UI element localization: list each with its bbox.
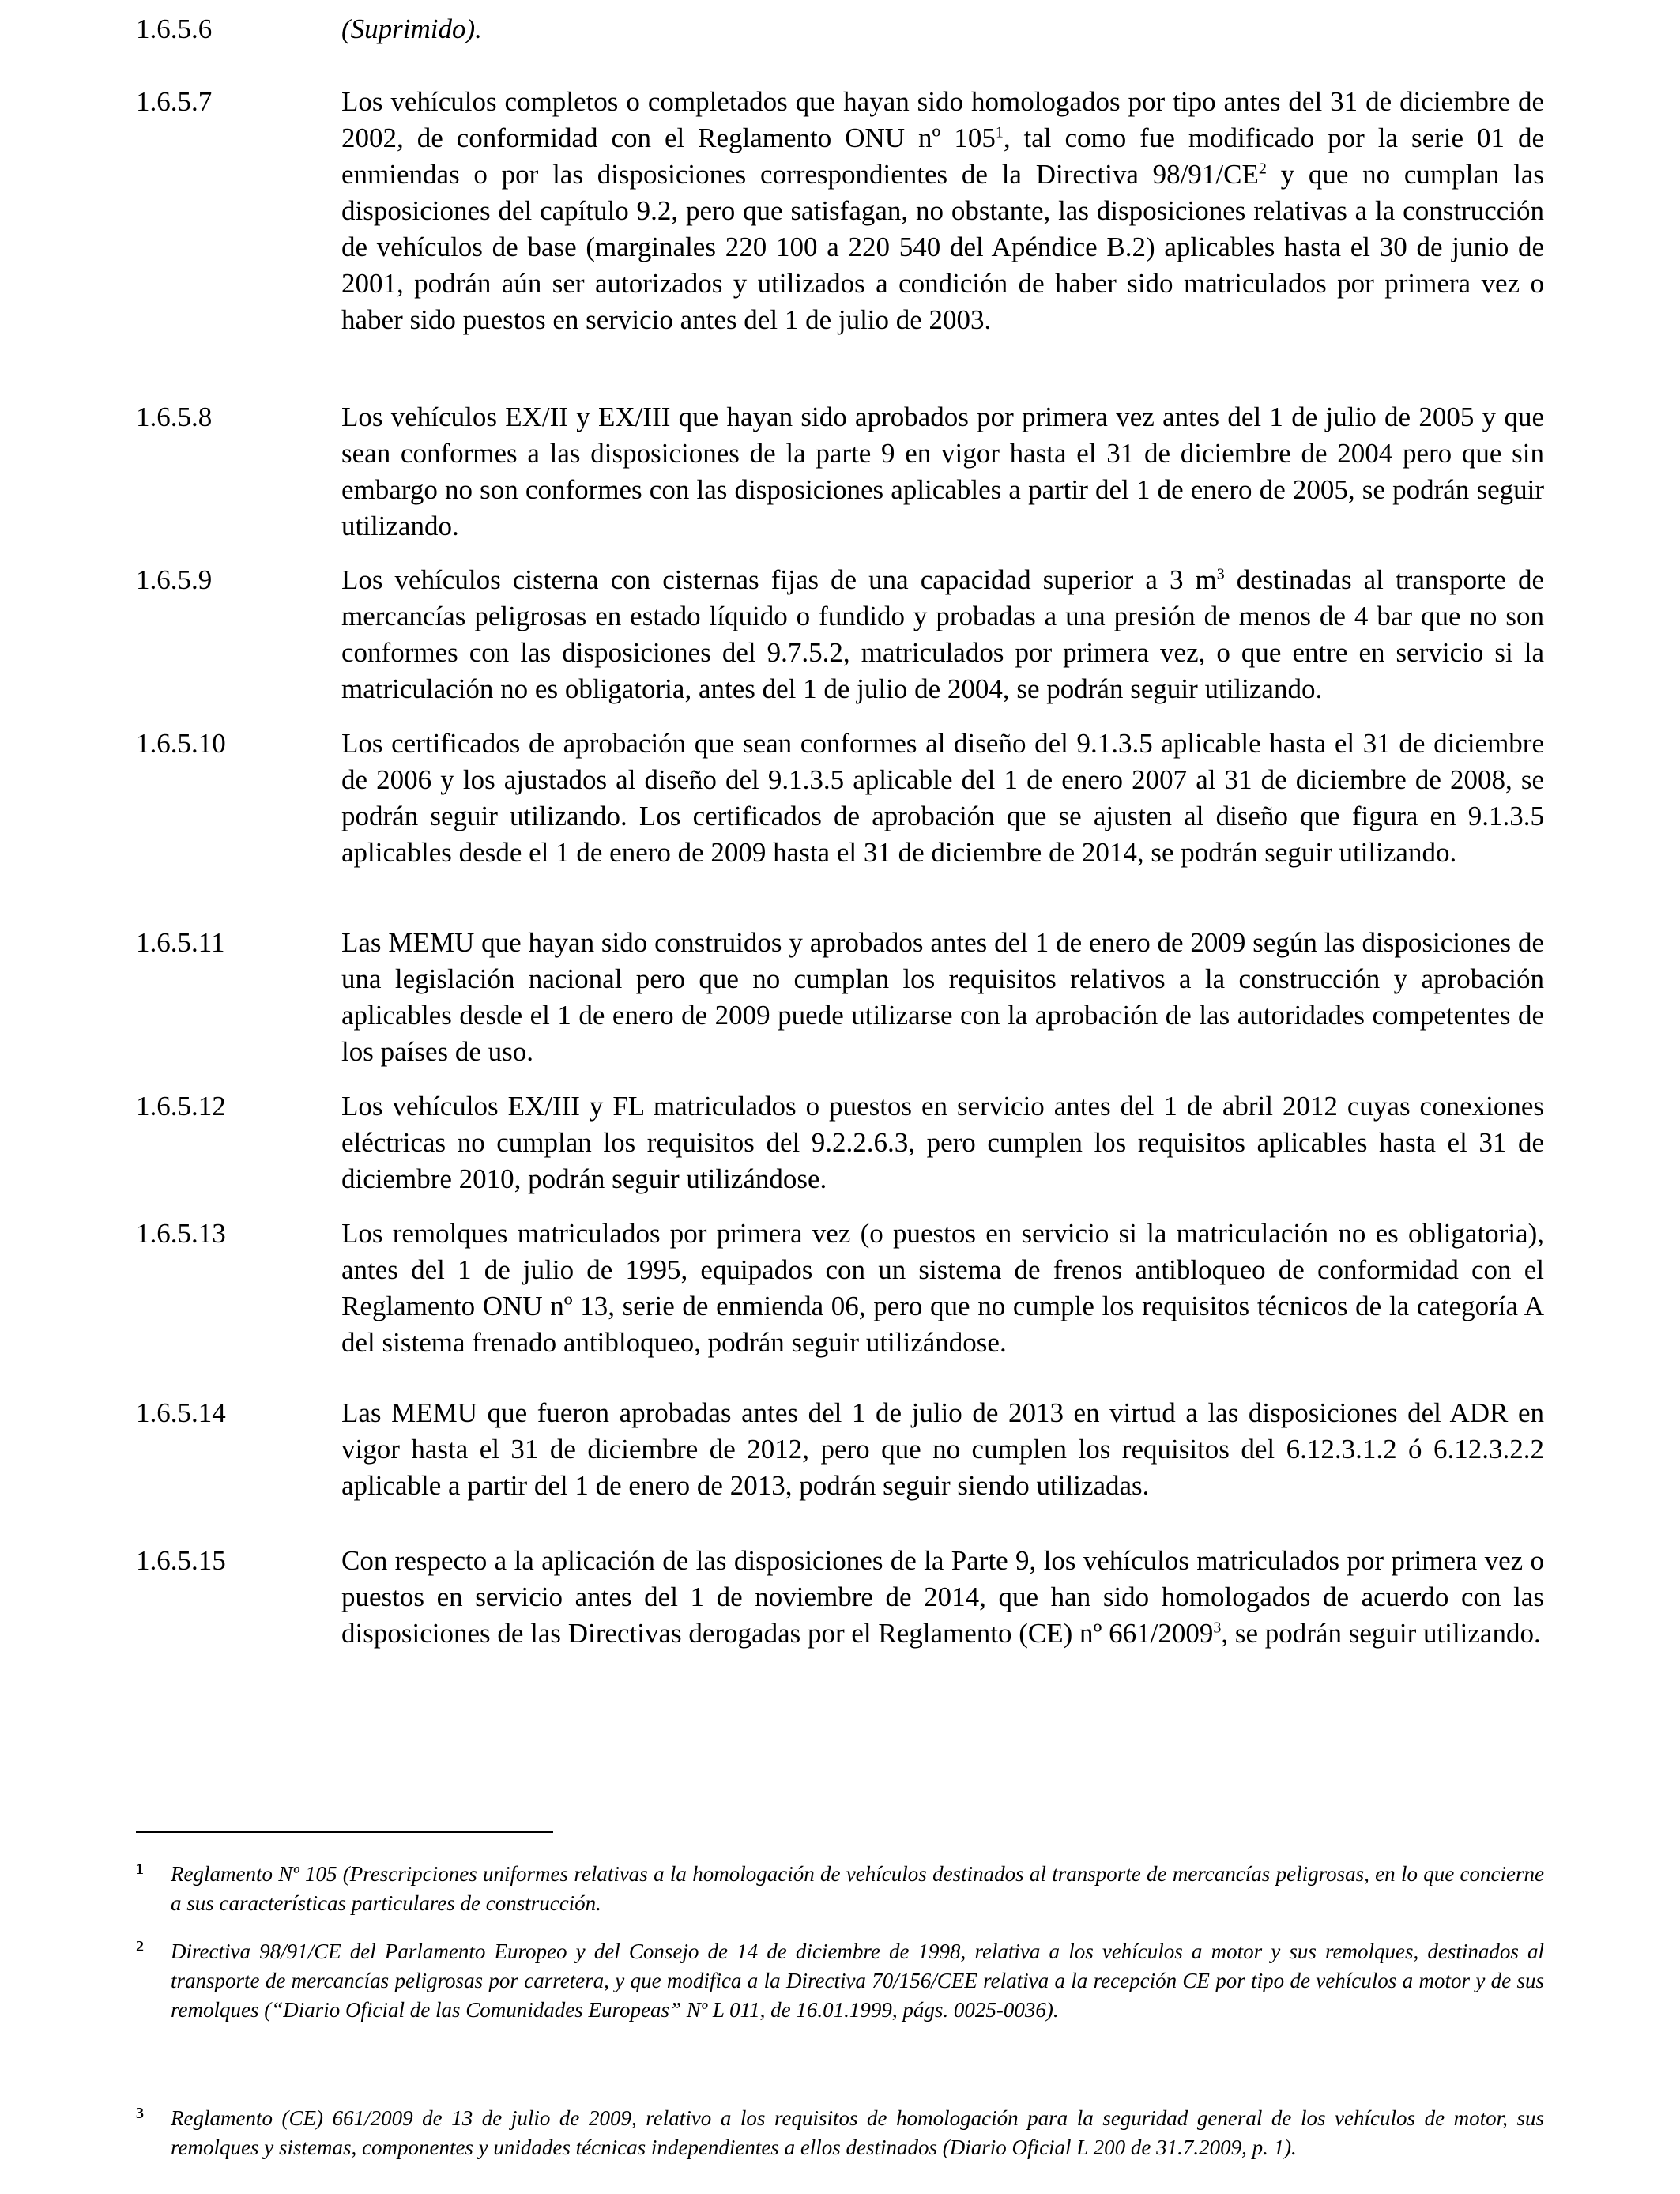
paragraph-number: 1.6.5.14 xyxy=(136,1397,226,1428)
footnote-2 xyxy=(136,1937,1544,2025)
paragraph-1-6-5-10 xyxy=(136,726,1544,871)
paragraph-text-part: Los vehículos completos o completados que hayan sido homologados por tipo antes del 31 de diciembre de 2002, de conformidad con el Reglamento ONU nº 105 xyxy=(341,86,1544,153)
paragraph-number: 1.6.5.9 xyxy=(136,564,213,595)
paragraph-number: 1.6.5.12 xyxy=(136,1091,226,1122)
paragraph-text-part: Los vehículos cisterna con cisternas fijas de una capacidad superior a 3 m xyxy=(341,564,1217,595)
paragraph-1-6-5-12 xyxy=(136,1088,1544,1197)
paragraph-text: (Suprimido). xyxy=(341,13,482,44)
paragraph-text xyxy=(341,1543,1544,1652)
footnote-reference: 3 xyxy=(1213,1619,1222,1637)
superscript-exponent: 3 xyxy=(1216,565,1225,583)
paragraph-text: Las MEMU que fueron aprobadas antes del 1 de julio de 2013 en virtud a las disposiciones del ADR en vigor hasta el 31 de diciembre de 2012, pero que no cumplen los requisitos del 6.12.3.1.2 ó 6.12.3.2.2 aplicable a partir del 1 de enero de 2013, podrán seguir siendo utilizadas. xyxy=(341,1397,1544,1501)
paragraph-text: Los certificados de aprobación que sean conformes al diseño del 9.1.3.5 aplicable hasta el 31 de diciembre de 2006 y los ajustados al diseño del 9.1.3.5 aplicable del 1 de enero 2007 al 31 de diciembre de 2008, se podrán seguir utilizando. Los certificados de aprobación que se ajusten al diseño que figura en 9.1.3.5 aplicables desde el 1 de enero de 2009 hasta el 31 de diciembre de 2014, se podrán seguir utilizando. xyxy=(341,728,1544,868)
paragraph-number: 1.6.5.11 xyxy=(136,927,225,958)
paragraph-1-6-5-8 xyxy=(136,399,1544,545)
paragraph-number: 1.6.5.15 xyxy=(136,1545,226,1576)
paragraph-number: 1.6.5.13 xyxy=(136,1218,226,1249)
paragraph-number: 1.6.5.10 xyxy=(136,728,226,759)
footnote-reference: 1 xyxy=(995,123,1004,141)
footnote-1 xyxy=(136,1860,1544,1918)
footnote-text: Reglamento Nº 105 (Prescripciones uniformes relativas a la homologación de vehículos destinados al transporte de mercancías peligrosas, en lo que concierne a sus características particulares de construcción. xyxy=(171,1862,1544,1915)
paragraph-1-6-5-11 xyxy=(136,925,1544,1070)
paragraph-text: Los remolques matriculados por primera vez (o puestos en servicio si la matriculación no es obligatoria), antes del 1 de julio de 1995, equipados con un sistema de frenos antibloqueo de conformidad con el Reglamento ONU nº 13, serie de enmienda 06, pero que no cumple los requisitos técnicos de la categoría A del sistema frenado antibloqueo, podrán seguir utilizándose. xyxy=(341,1218,1544,1358)
footnote-text: Directiva 98/91/CE del Parlamento Europeo y del Consejo de 14 de diciembre de 1998, relativa a los vehículos a motor y sus remolques, destinados al transporte de mercancías peligrosas por carretera, y que modifica a la Directiva 70/156/CEE relativa a la recepción CE por tipo de vehículos a motor y de sus remolques (“Diario Oficial de las Comunidades Europeas” Nº L 011, de 16.01.1999, págs. 0025-0036). xyxy=(171,1940,1544,2022)
paragraph-text: Las MEMU que hayan sido construidos y aprobados antes del 1 de enero de 2009 según las disposiciones de una legislación nacional pero que no cumplan los requisitos relativos a la construcción y aprobación aplicables desde el 1 de enero de 2009 puede utilizarse con la aprobación de las autoridades competentes de los países de uso. xyxy=(341,927,1544,1067)
paragraph-1-6-5-9 xyxy=(136,562,1544,707)
paragraph-1-6-5-7 xyxy=(136,84,1544,338)
footnote-reference: 2 xyxy=(1258,160,1267,178)
paragraph-text-part: destinadas al transporte de mercancías peligrosas en estado líquido o fundido y probadas a una presión de menos de 4 bar que no son conformes con las disposiciones del 9.7.5.2, matriculados por primera vez, o que entre en servicio si la matriculación no es obligatoria, antes del 1 de julio de 2004, se podrán seguir utilizando. xyxy=(341,564,1544,704)
footnote-number: 1 xyxy=(136,1860,144,1878)
paragraph-1-6-5-13 xyxy=(136,1216,1544,1361)
paragraph-number: 1.6.5.8 xyxy=(136,401,213,432)
paragraph-text xyxy=(341,84,1544,338)
paragraph-1-6-5-14 xyxy=(136,1395,1544,1504)
footnote-text: Reglamento (CE) 661/2009 de 13 de julio de 2009, relativo a los requisitos de homologación para la seguridad general de los vehículos de motor, sus remolques y sistemas, componentes y unidades técnicas independientes a ellos destinados (Diario Oficial L 200 de 31.7.2009, p. 1). xyxy=(171,2106,1544,2159)
paragraph-text-part: y que no cumplan las disposiciones del capítulo 9.2, pero que satisfagan, no obstante, las disposiciones relativas a la construcción de vehículos de base (marginales 220 100 a 220 540 del Apéndice B.2) aplicables hasta el 30 de junio de 2001, podrán aún ser autorizados y utilizados a condición de haber sido matriculados por primera vez o haber sido puestos en servicio antes del 1 de julio de 2003. xyxy=(341,159,1545,335)
paragraph-text: Los vehículos EX/III y FL matriculados o puestos en servicio antes del 1 de abril 2012 cuyas conexiones eléctricas no cumplan los requisitos del 9.2.2.6.3, pero cumplen los requisitos aplicables hasta el 31 de diciembre 2010, podrán seguir utilizándose. xyxy=(341,1091,1544,1194)
paragraph-number: 1.6.5.6 xyxy=(136,13,213,44)
paragraph-text: Los vehículos EX/II y EX/III que hayan sido aprobados por primera vez antes del 1 de julio de 2005 y que sean conformes a las disposiciones de la parte 9 en vigor hasta el 31 de diciembre de 2004 pero que sin embargo no son conformes con las disposiciones aplicables a partir del 1 de enero de 2005, se podrán seguir utilizando. xyxy=(341,401,1544,541)
footnote-separator xyxy=(136,1831,553,1833)
paragraph-number: 1.6.5.7 xyxy=(136,86,213,117)
footnote-3 xyxy=(136,2104,1544,2162)
paragraph-1-6-5-15 xyxy=(136,1543,1544,1652)
paragraph-1-6-5-6 xyxy=(136,11,1544,47)
paragraph-text xyxy=(341,562,1544,707)
footnote-number: 3 xyxy=(136,2105,144,2122)
paragraph-text-part: , tal como fue modificado por la serie 01 de enmiendas o por las disposiciones correspondientes de la Directiva 98/91/CE xyxy=(341,123,1544,190)
paragraph-text-part: , se podrán seguir utilizando. xyxy=(1221,1618,1541,1649)
paragraph-text-part: Con respecto a la aplicación de las disposiciones de la Parte 9, los vehículos matriculados por primera vez o puestos en servicio antes del 1 de noviembre de 2014, que han sido homologados de acuerdo con las disposiciones de las Directivas derogadas por el Reglamento (CE) nº 661/2009 xyxy=(341,1545,1544,1649)
footnote-number: 2 xyxy=(136,1938,144,1955)
